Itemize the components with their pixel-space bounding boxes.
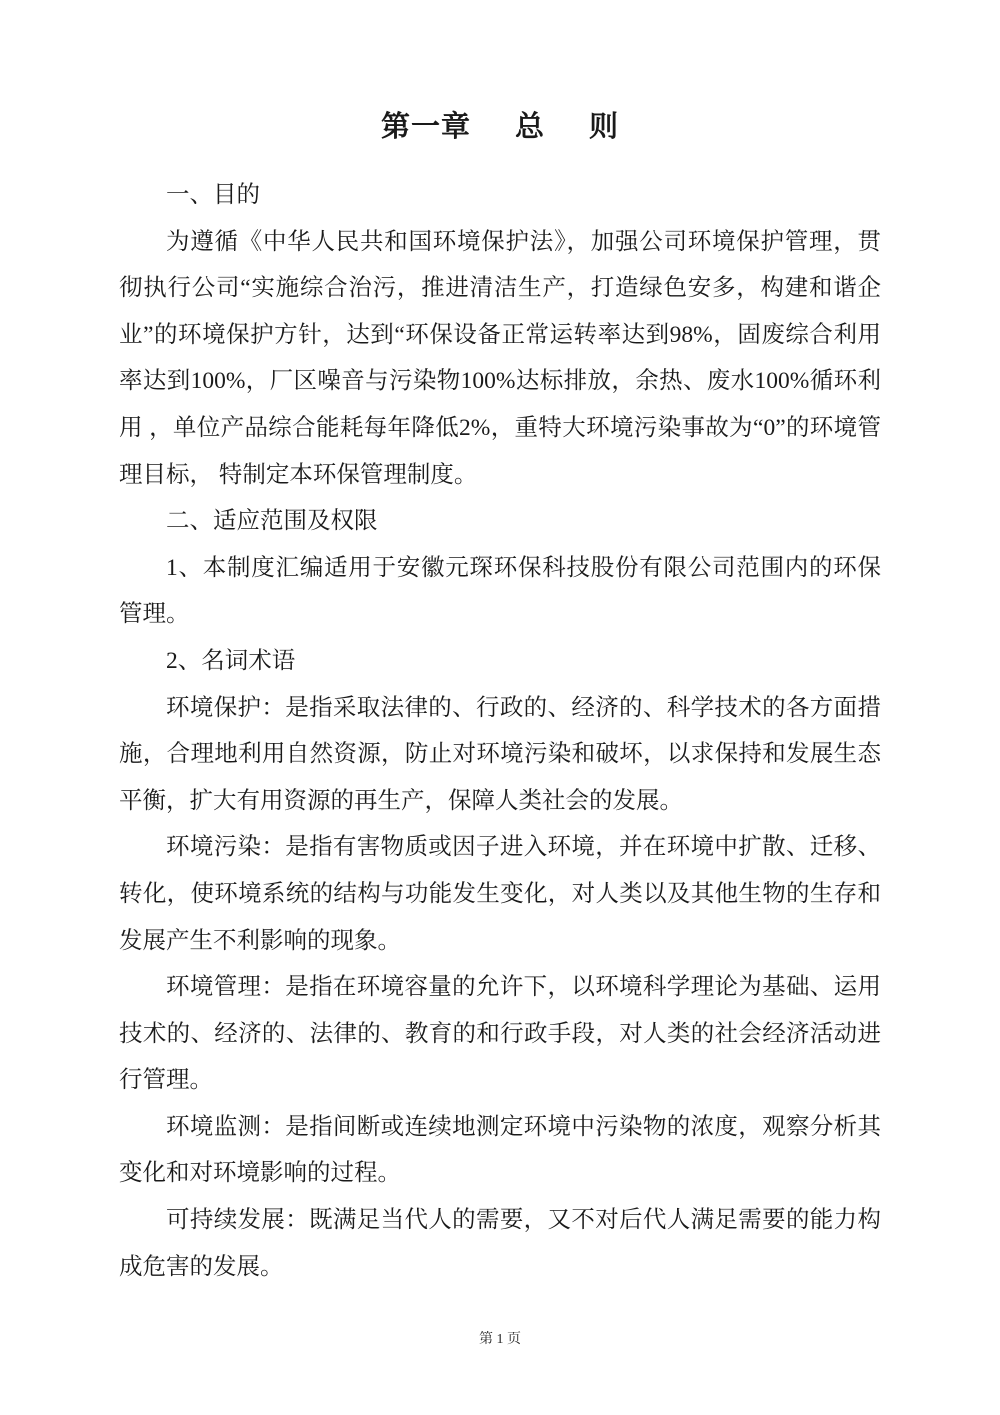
text-line: 二、适应范围及权限 <box>166 508 378 535</box>
text-line: 用 ，单位产品综合能耗每年降低2%，重特大环境污染事故为“0”的环境管 <box>119 414 881 441</box>
page-footer <box>0 1330 1000 1350</box>
text-line: 技术的、经济的、法律的、教育的和行政手段，对人类的社会经济活动进 <box>119 1020 881 1047</box>
text-line: 施，合理地利用自然资源，防止对环境污染和破坏，以求保持和发展生态 <box>119 741 881 768</box>
text-line: 变化和对环境影响的过程。 <box>119 1160 401 1187</box>
text-line: 2、名词术语 <box>166 647 296 674</box>
page-title-chapter: 第一章 <box>380 111 471 143</box>
text-line: 业”的环境保护方针，达到“环保设备正常运转率达到98%，固废综合利用 <box>119 321 881 348</box>
page-number: 第 1 页 <box>479 1332 521 1347</box>
text-line: 一、目的 <box>166 182 260 208</box>
text-line: 成危害的发展。 <box>119 1253 284 1280</box>
page-title <box>0 106 1000 148</box>
text-line: 可持续发展：既满足当代人的需要，又不对后代人满足需要的能力构 <box>166 1207 881 1234</box>
text-line: 1、本制度汇编适用于安徽元琛环保科技股份有限公司范围内的环保 <box>166 554 881 581</box>
document-body <box>119 172 881 1290</box>
text-line: 转化，使环境系统的结构与功能发生变化，对人类以及其他生物的生存和 <box>119 880 881 907</box>
text-line: 环境监测：是指间断或连续地测定环境中污染物的浓度，观察分析其 <box>166 1113 881 1140</box>
text-line: 发展产生不利影响的现象。 <box>119 927 401 954</box>
text-line: 理目标， 特制定本环保管理制度。 <box>119 461 478 488</box>
text-line: 环境污染：是指有害物质或因子进入环境，并在环境中扩散、迁移、 <box>166 834 881 861</box>
text-line: 彻执行公司“实施综合治污，推进清洁生产，打造绿色安多，构建和谐企 <box>119 275 881 302</box>
text-line: 率达到100%，厂区噪音与污染物100%达标排放，余热、废水100%循环利 <box>119 368 881 395</box>
page-title-word-1: 总 <box>514 111 545 143</box>
text-line: 行管理。 <box>119 1067 213 1094</box>
text-line: 环境管理：是指在环境容量的允许下，以环境科学理论为基础、运用 <box>166 974 881 1001</box>
text-line: 为遵循《中华人民共和国环境保护法》，加强公司环境保护管理，贯 <box>166 228 881 255</box>
text-line: 平衡，扩大有用资源的再生产，保障人类社会的发展。 <box>119 787 683 814</box>
page-title-word-2: 则 <box>589 111 620 143</box>
text-line: 环境保护：是指采取法律的、行政的、经济的、科学技术的各方面措 <box>166 694 881 721</box>
text-line: 管理。 <box>119 601 190 628</box>
